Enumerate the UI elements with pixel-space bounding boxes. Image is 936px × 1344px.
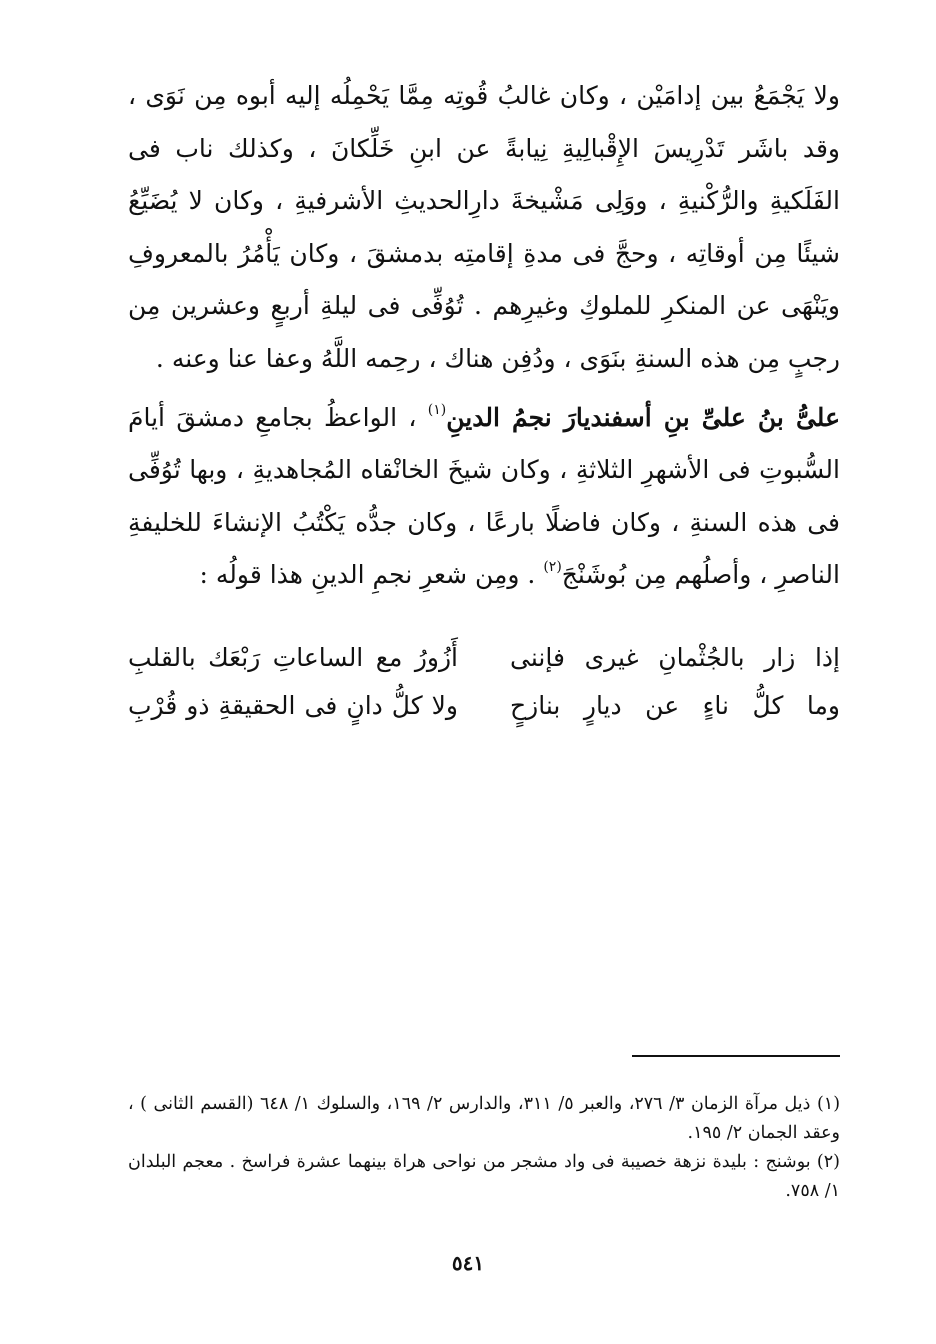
verse-first-hemistich: إذا زار بالجُثْمانِ غيرى فإننى xyxy=(510,642,840,672)
entry-text-continued: . ومِن شعرِ نجمِ الدينِ هذا قولُه : xyxy=(199,560,544,590)
verse-line xyxy=(128,681,840,729)
biography-paragraph: ولا يَجْمَعُ بين إدامَيْن ، وكان غالبُ قُوتِه مِمَّا يَحْمِلُه إليه أبوه مِن نَوَى ، وقد باشَر تَدْرِيسَ الإِقْبالِيةِ نِيابةً عن ابنِ خَلِّكانَ ، وكذلك ناب فى الفَلَكيةِ والرُّكْنيةِ ، ووَلِى مَشْيخةَ دارِالحديثِ الأشرفيةِ ، وكان لا يُضَيِّعُ شيئًا مِن أوقاتِه ، وحجَّ فى مدةِ إقامتِه بدمشقَ ، وكان يَأْمُرُ بالمعروفِ ويَنْهَى عن المنكرِ للملوكِ وغيرِهم . تُوُفِّى فى ليلةِ أربعٍ وعشرين مِن رجبٍ مِن هذه السنةِ بنَوَى ، ودُفِن هناك ، رحِمه اللَّهُ وعفا عنا وعنه . xyxy=(128,81,840,373)
footnote-marker-1: (١) xyxy=(427,401,447,418)
footnote-divider xyxy=(632,1055,840,1057)
biography-entry xyxy=(128,392,840,602)
entry-name: علىُّ بنُ علىِّ بنِ أسفنديارَ نجمُ الدينِ xyxy=(446,402,840,432)
footnote-2: (٢) بوشنج : بليدة نزهة خصيبة فى واد مشجر من نواحى هراة بينهما عشرة فراسخ . معجم البلدان ١/ ٧٥٨. xyxy=(128,1152,840,1201)
main-text xyxy=(128,70,840,602)
page-number: ٥٤١ xyxy=(451,1251,485,1275)
footnote-1: (١) ذيل مرآة الزمان ٣/ ٢٧٦، والعبر ٥/ ٣١١، والدارس ٢/ ١٦٩، والسلوك ١/ ٦٤٨ (القسم الثانى ) ، وعقد الجمان ٢/ ١٩٥. xyxy=(128,1094,841,1143)
verse-second-hemistich: أَزُورُ مع الساعاتِ رَبْعَك بالقلبِ xyxy=(128,642,458,672)
entry-text: ، الواعظُ بجامعِ دمشقَ أيامَ السُّبوتِ فى الأشهرِ الثلاثةِ ، وكان شيخَ الخانْقاه المُجاهديةِ ، وبها تُوُفِّى فى هذه السنةِ ، وكان فاضلًا بارعًا ، وكان جدُّه يَكْتُبُ الإنشاءَ للخليفةِ الناصرِ ، وأصلُهم مِن بُوشَنْجَ xyxy=(128,402,840,590)
verse-line xyxy=(128,633,840,681)
poem xyxy=(128,633,840,729)
footnote-marker-2: (٢) xyxy=(543,559,562,576)
footnotes xyxy=(128,1090,840,1206)
verse-first-hemistich: وما كلُّ ناءٍ عن ديارٍ بنازحٍ xyxy=(510,690,840,720)
verse-second-hemistich: ولا كلُّ دانٍ فى الحقيقةِ ذو قُرْبِ xyxy=(128,690,458,720)
